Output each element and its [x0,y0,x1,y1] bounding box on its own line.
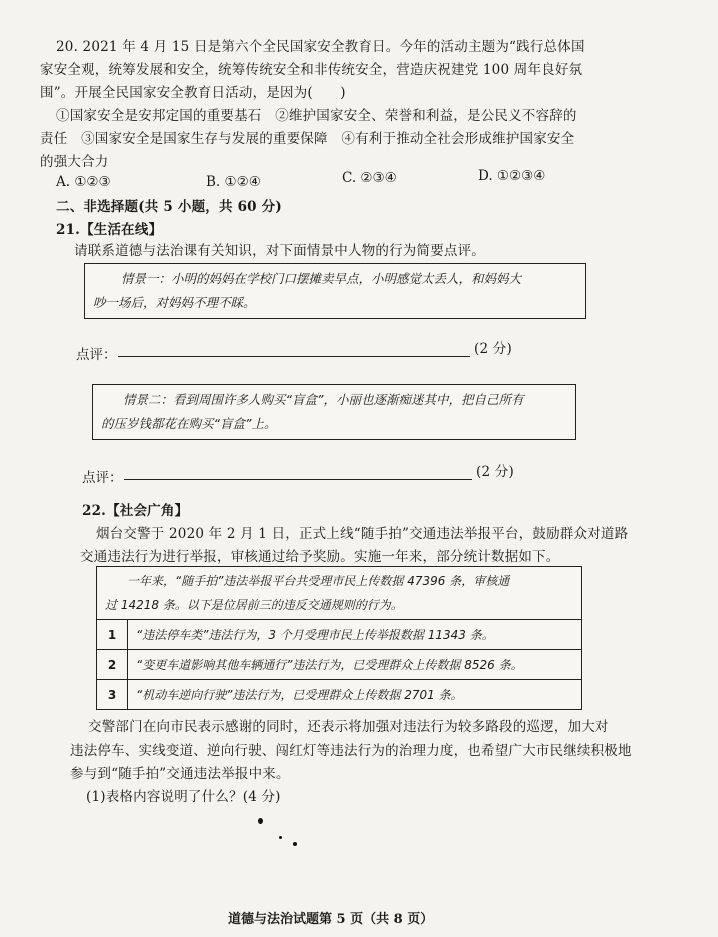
table-row-number: 2 [97,650,128,680]
table-row-number: 3 [97,680,128,710]
q21-comment2-label: 点评： [82,470,123,486]
q20-option-b: B. ①②④ [206,174,261,190]
q22-subquestion1: (1)表格内容说明了什么？(4 分) [86,789,281,805]
table-row-number: 1 [97,620,128,650]
q22-paragraph2-line1: 交警部门在向市民表示感谢的同时，还表示将加强对违法行为较多路段的巡逻，加大对 [88,719,609,735]
table-row [97,680,582,710]
q22-statistics-table [96,566,582,710]
q21-comment1-row [76,343,117,363]
table-intro-line1: 一年来，“随手拍”违法举报平台共受理市民上传数据 47396 条，审核通 [127,574,510,588]
q20-statements-line1: ①国家安全是安邦定国的重要基石 ②维护国家安全、荣誉和利益，是公民义不容辞的 [56,108,577,124]
q22-paragraph1-line2: 交通违法行为进行举报，审核通过给予奖励。实施一年来，部分统计数据如下。 [80,549,560,565]
q21-scene2-line2: 的压岁钱都花在购买“盲盒”上。 [101,416,277,431]
q21-instruction: 请联系道德与法治课有关知识，对下面情景中人物的行为简要点评。 [74,243,485,259]
page-footer: 道德与法治试题第 5 页（共 8 页） [228,912,434,927]
q22-title: 22.【社会广角】 [82,503,189,519]
q21-comment1-points: (2 分) [474,341,512,357]
q20-option-d: D. ①②③④ [478,168,546,184]
q21-comment2-answer-line[interactable] [124,479,472,480]
table-row [97,650,582,680]
q21-scene2-box [92,384,576,440]
q20-option-a: A. ①②③ [56,174,111,190]
q22-paragraph2-line3: 参与到“随手拍”交通违法举报中来。 [70,766,290,782]
table-row-text: “机动车逆向行驶”违法行为，已受理群众上传数据 2701 条。 [128,680,582,710]
ink-speck [258,818,263,824]
ink-speck [279,836,282,839]
table-intro-row [97,567,582,620]
q20-stem-line3: 围”。开展全民国家安全教育日活动，是因为( ) [40,85,346,101]
q21-scene1-line1: 情景一：小明的妈妈在学校门口摆摊卖早点，小明感觉太丢人，和妈妈大 [121,271,522,286]
table-row-text: “违法停车类”违法行为，3 个月受理市民上传举报数据 11343 条。 [128,620,582,650]
q20-stem-line1: 20. 2021 年 4 月 15 日是第六个全民国家安全教育日。今年的活动主题为“践行总体国 [56,39,585,55]
ink-speck [293,842,297,846]
q20-statements-line3: 的强大合力 [40,154,109,170]
q20-option-c: C. ②③④ [342,170,397,186]
q21-comment1-answer-line[interactable] [118,356,470,357]
table-row-text: “变更车道影响其他车辆通行”违法行为，已受理群众上传数据 8526 条。 [128,650,582,680]
q20-stem-line2: 家安全观，统筹发展和安全，统筹传统安全和非传统安全，营造庆祝建党 100 周年良好氛 [40,62,583,78]
q22-paragraph1-line1: 烟台交警于 2020 年 2 月 1 日，正式上线“随手拍”交通违法举报平台，鼓励群众对道路 [96,526,629,542]
q21-comment2-points: (2 分) [476,464,514,480]
table-intro-line2: 过 14218 条。以下是位居前三的违反交通规则的行为。 [105,598,403,612]
q21-comment2-row [82,466,123,486]
section-heading: 二、非选择题(共 5 小题，共 60 分) [56,199,282,215]
q21-title: 21.【生活在线】 [56,222,163,238]
q21-scene1-line2: 吵一场后，对妈妈不理不睬。 [93,295,256,310]
q20-statements-line2: 责任 ③国家安全是国家生存与发展的重要保障 ④有利于推动全社会形成维护国家安全 [40,131,575,147]
q21-scene2-line1: 情景二：看到周围许多人购买“盲盒”，小丽也逐渐痴迷其中，把自己所有 [123,392,524,407]
q21-scene1-box [84,263,586,319]
q22-paragraph2-line2: 违法停车、实线变道、逆向行驶、闯红灯等违法行为的治理力度，也希望广大市民继续积极地 [70,743,632,759]
table-row [97,620,582,650]
q21-comment1-label: 点评： [76,347,117,363]
